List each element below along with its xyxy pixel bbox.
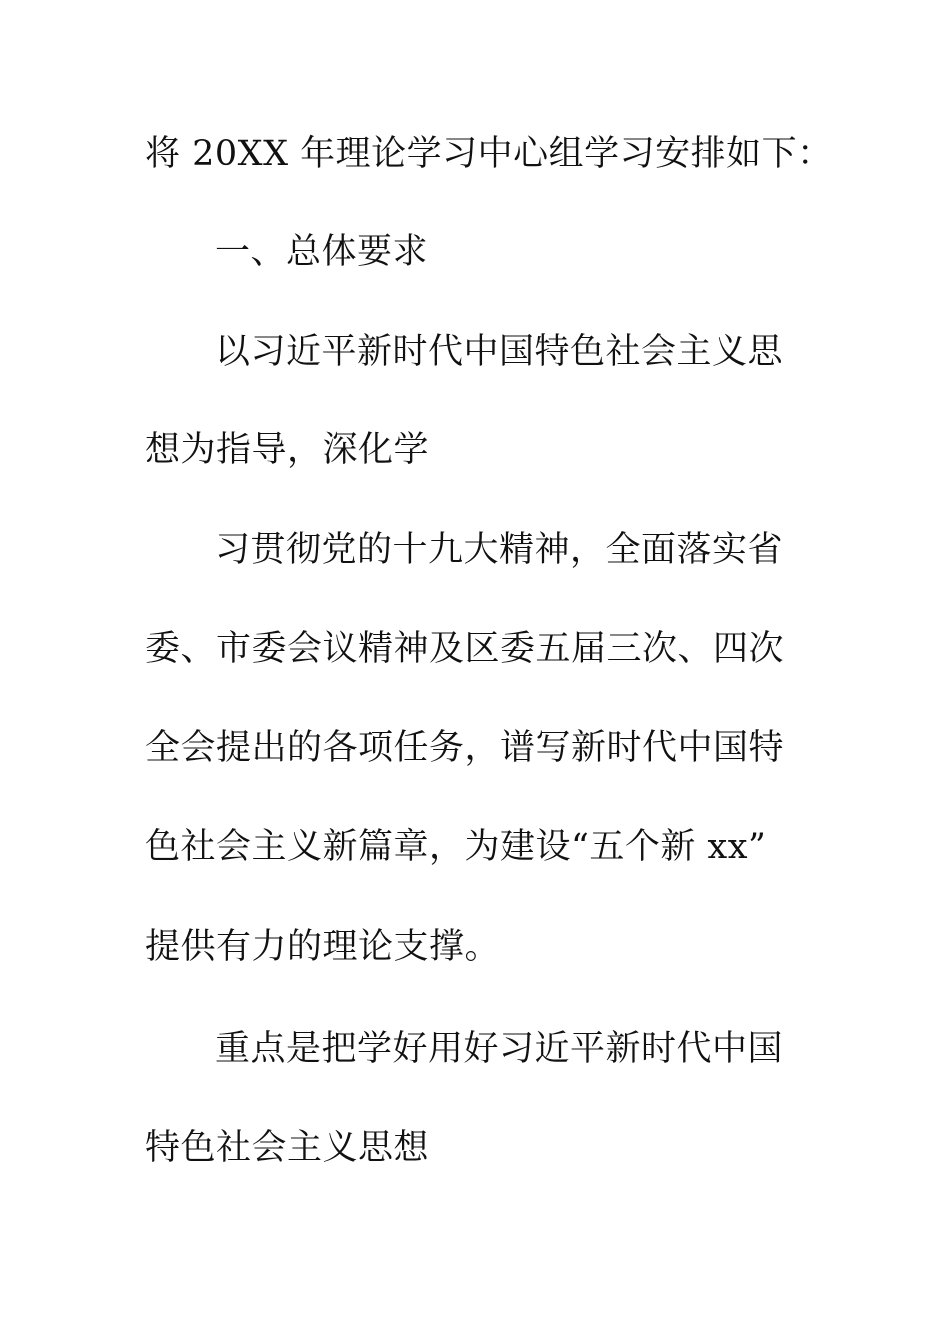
section-heading-general-requirements: 一、总体要求	[215, 232, 429, 272]
paragraph-implementation-line-2: 委、市委会议精神及区委五届三次、四次	[145, 629, 785, 669]
paragraph-implementation-line-5: 提供有力的理论支撑。	[145, 927, 501, 967]
paragraph-guidance-line-2: 想为指导，深化学	[145, 430, 430, 470]
paragraph-guidance-line-1: 以习近平新时代中国特色社会主义思	[215, 332, 784, 372]
paragraph-focus-line-1: 重点是把学好用好习近平新时代中国	[215, 1029, 784, 1069]
paragraph-implementation-line-4: 色社会主义新篇章，为建设“五个新 xx”	[145, 827, 767, 867]
paragraph-implementation-line-3: 全会提出的各项任务，谱写新时代中国特	[145, 728, 785, 768]
paragraph-focus-line-2: 特色社会主义思想	[145, 1128, 430, 1168]
paragraph-implementation-line-1: 习贯彻党的十九大精神，全面落实省	[215, 530, 784, 570]
paragraph-intro-line-1: 将 20XX 年理论学习中心组学习安排如下：	[145, 134, 833, 174]
